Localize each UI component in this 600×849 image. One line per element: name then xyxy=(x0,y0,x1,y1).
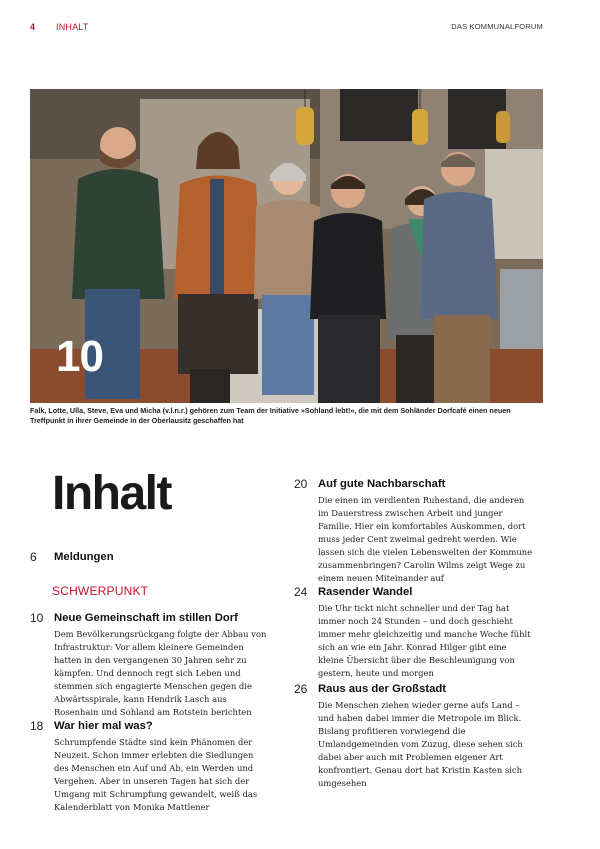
toc-entry-teaser: Die Uhr tickt nicht schneller und der Tag hat immer noch 24 Stunden – und doch geschieht immer mehr gleichzeitig und manche Woche fühlt sich an wie ein Jahr. Konrad Hilger gibt eine kleine Übersicht über die Beschleunigung von gestern, heute und morgen xyxy=(318,602,531,678)
section-label: INHALT xyxy=(56,22,89,32)
toc-entry-teaser: Die Menschen ziehen wieder gerne aufs Land – und haben dabei immer die Metropole im Blick. Bislang profitieren vorwiegend die Umlandgemeinden vom Zuzug, diese sehen sich dabei aber auch mit Problemen eigener Art konfrontiert. Genau dort hat Kristin Kasten sich umgesehen xyxy=(318,699,523,788)
photo-caption: Falk, Lotte, Ulla, Steve, Eva und Micha (v.l.n.r.) gehören zum Team der Initiative »Sohland lebt!«, die mit dem Sohländer Dorfcafé einen neuen Treffpunkt in ihrer Gemeinde in der Oberlausitz geschaffen hat xyxy=(30,406,511,426)
toc-entry-page: 10 xyxy=(30,611,44,625)
photo-page-reference: 10 xyxy=(56,332,103,381)
toc-entry-page: 26 xyxy=(294,682,308,696)
toc-title: Inhalt xyxy=(52,467,171,520)
toc-entry-title: Raus aus der Großstadt xyxy=(318,683,447,695)
toc-entry-title: Auf gute Nachbarschaft xyxy=(318,478,446,490)
toc-entry-title: Neue Gemeinschaft im stillen Dorf xyxy=(54,612,238,624)
toc-entry-title: Rasender Wandel xyxy=(318,586,413,598)
toc-entry-title: War hier mal was? xyxy=(54,720,153,732)
toc-entry-teaser: Dem Bevölkerungsrückgang folgte der Abbau von Infrastruktur: Vor allem kleinere Gemeinden hatten in den vergangenen 30 Jahren sehr zu kämpfen. Und dennoch regt sich Leben und stemmen sich engagierte Menschen gegen die Abwärtsspirale, kann Hendrik Lasch aus Rosenhain und Sohland am Rotstein berichten xyxy=(54,628,267,717)
team-photo-illustration xyxy=(30,89,543,403)
team-photo xyxy=(30,89,543,403)
magazine-name: DAS KOMMUNALFORUM xyxy=(451,22,543,31)
page-number: 4 xyxy=(30,22,36,32)
toc-entry-page: 6 xyxy=(30,550,37,564)
toc-entry-teaser: Die einen im verdienten Ruhestand, die anderen im Dauerstress zwischen Arbeit und junger Familie. Hier ein komfortables Auskommen, dort muss jeder Cent zweimal gedreht werden. Wie lassen sich die vielen Lebenswelten der Kommune zusammenbringen? Carolin Wilms zeigt Wege zu einem neuen Miteinander auf xyxy=(318,494,533,583)
toc-entry-page: 20 xyxy=(294,477,308,491)
toc-entry-title: Meldungen xyxy=(54,551,114,563)
toc-entry-teaser: Schrumpfende Städte sind kein Phänomen der Neuzeit. Schon immer erlebten die Siedlungen des Menschen ein Auf und Ab, ein Werden und Vergehen. Aber in unseren Tagen hat sich der Umgang mit Schrumpfung gewandelt, weiß das Kalenderblatt von Monika Mattlener xyxy=(54,736,258,812)
toc-entry-page: 18 xyxy=(30,719,44,733)
schwerpunkt-label: SCHWERPUNKT xyxy=(52,584,149,598)
page-header xyxy=(30,22,543,36)
toc-entry-page: 24 xyxy=(294,585,308,599)
